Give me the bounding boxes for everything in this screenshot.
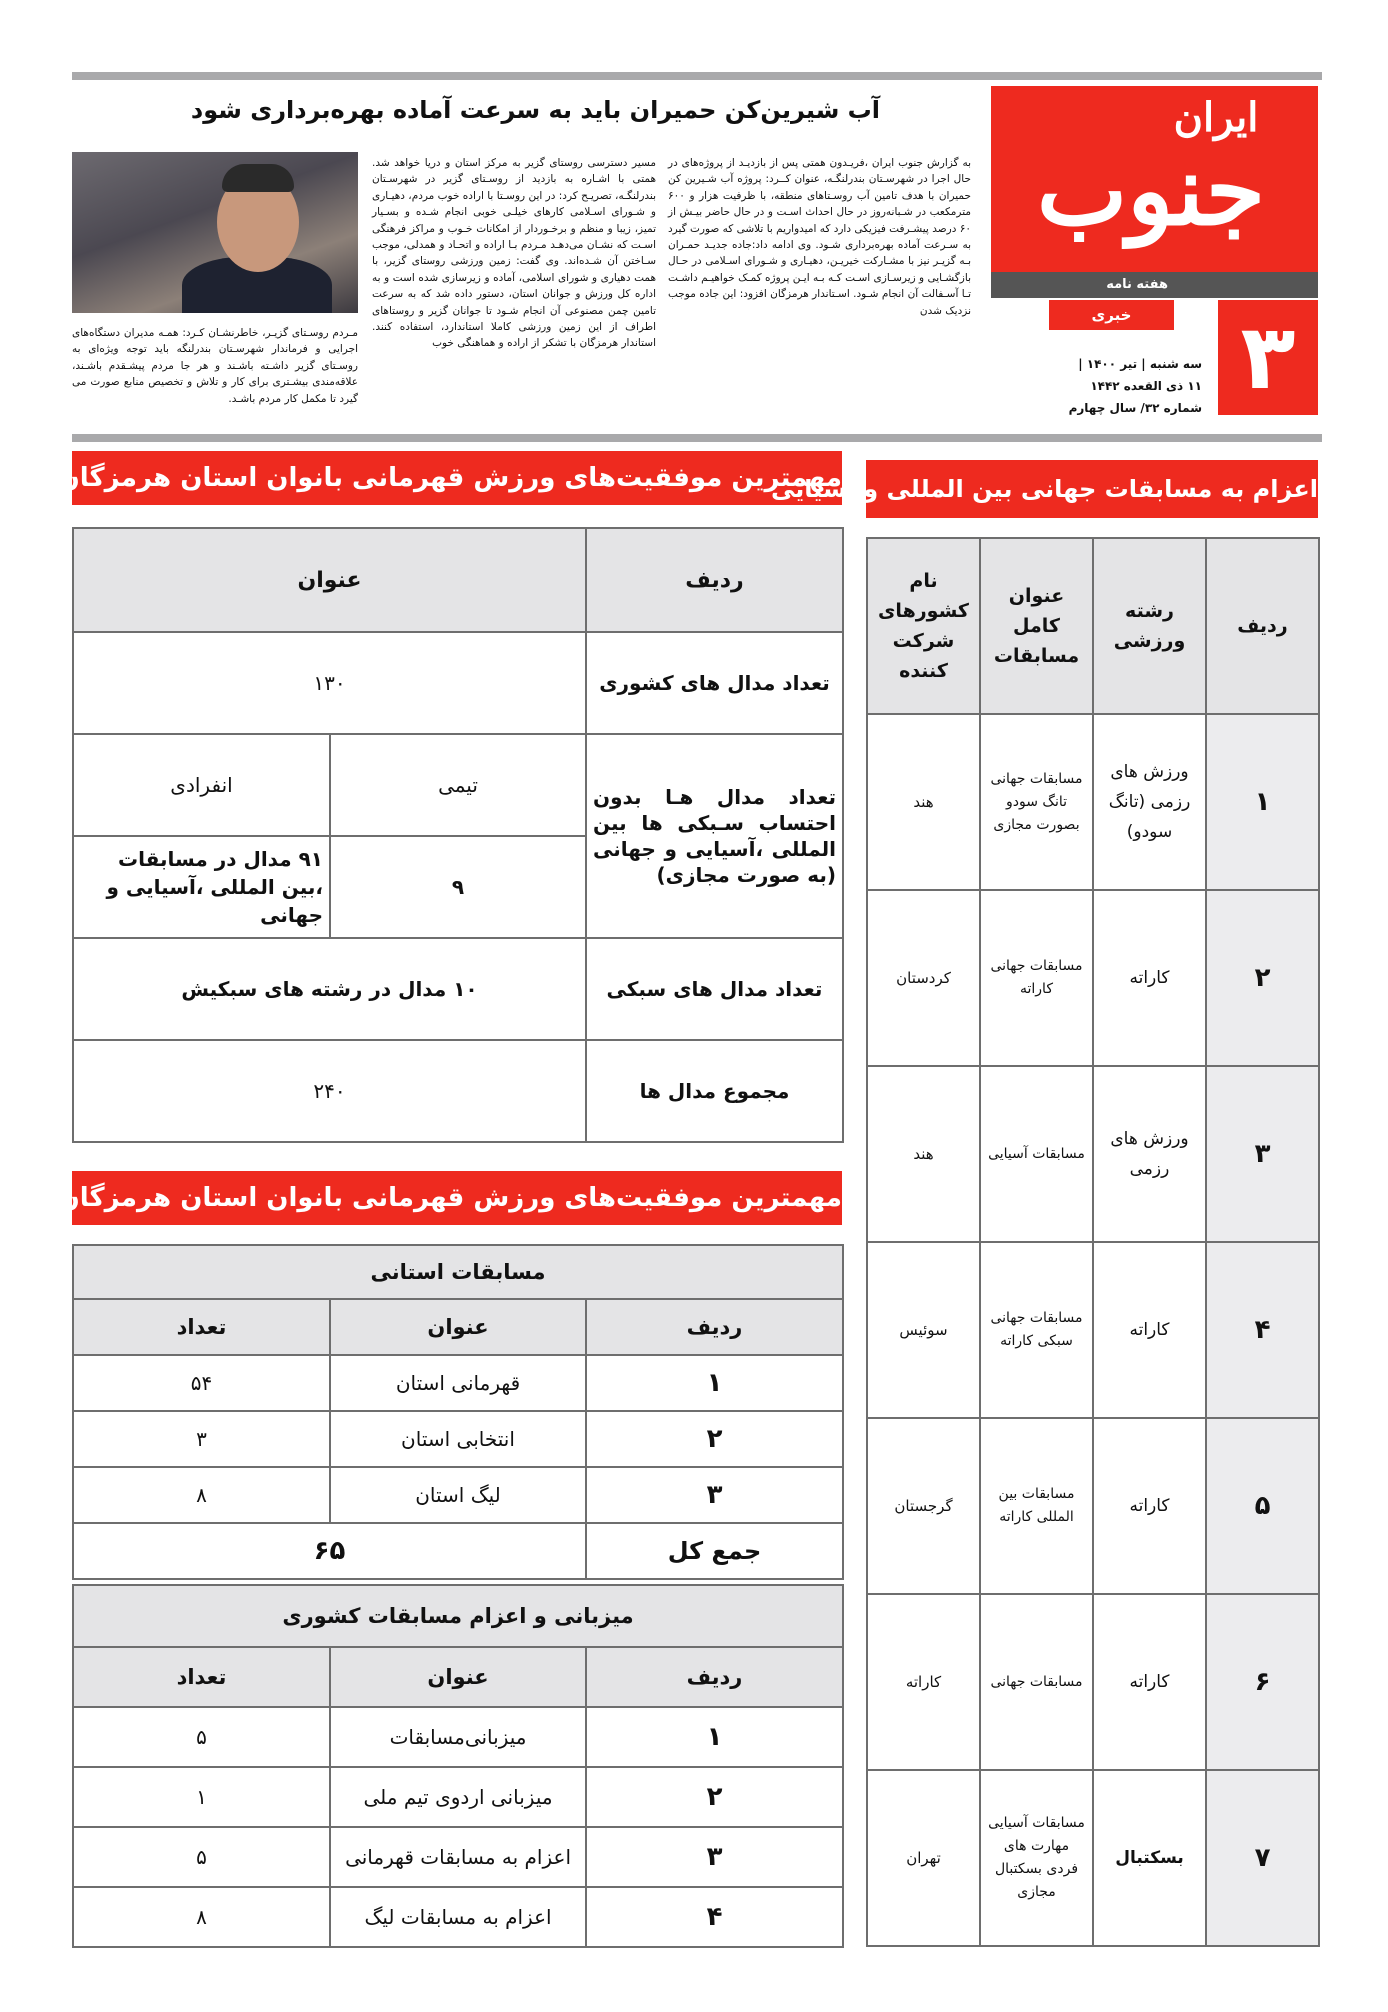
table1-r2-label: تعداد مدال هـا بدون احتساب سـبکی ها بین المللی ،آسیایی و جهانی (به صورت مجازی): [586, 734, 843, 938]
table3-row-4-count: ۸: [73, 1887, 330, 1947]
table1-r2-team-value: ۹: [330, 836, 586, 938]
table4-row-4-comp: مسابقات جهانی سبکی کاراته: [980, 1242, 1093, 1418]
masthead-weekly-bar: [991, 272, 1318, 298]
table1-r2-single-value: ۹۱ مدال در مسابقات ،بین المللی ،آسیایی و جهانی: [73, 836, 330, 938]
table3-row-1-count: ۵: [73, 1707, 330, 1767]
table4-row-3-comp: مسابقات آسیایی: [980, 1066, 1093, 1242]
table4-row-1-comp: مسابقات جهانی تانگ سودو بصورت مجازی: [980, 714, 1093, 890]
article-column-3-text: مـردم روسـتای گزیـر، خاطرنشـان کـرد: همـه مدیران دستگاه‌های اجرایی و فرماندار شهرسـتان بندرلنگه باید توجه ویژه‌ای به روسـتای گزیر داشـته باشـند و هر جا مردم پیشـقدم باشـند، علاقه‌مندی بیشـتری برای کار و تلاش و تخصیص منابع صورت می گیرد تا مکمل کار مردم باشـد.: [72, 327, 358, 405]
table4-row-6-country: کاراته: [867, 1594, 980, 1770]
article-headline: آب شیرین‌کن حمیران باید به سرعت آماده بهره‌برداری شود: [190, 96, 880, 124]
table3-row-4-n: ۴: [586, 1887, 843, 1947]
table4-row-5-sport: کاراته: [1093, 1418, 1206, 1594]
table3-row-3-count: ۵: [73, 1827, 330, 1887]
table3-header-title: عنوان: [330, 1647, 586, 1707]
table4-row-4-sport: کاراته: [1093, 1242, 1206, 1418]
table1-header-title: عنوان: [73, 528, 586, 632]
table2-row-2-n: ۲: [586, 1411, 843, 1467]
article-column-3: [72, 325, 358, 407]
table2-row-1-title: قهرمانی استان: [330, 1355, 586, 1411]
table4-row-7-country: تهران: [867, 1770, 980, 1946]
table4-row-3-n: ۳: [1206, 1066, 1319, 1242]
weekly-label: هفته نامه: [1106, 277, 1168, 292]
international-competitions-table: [866, 537, 1320, 1947]
article-photo: [72, 152, 358, 313]
table4-row-3-sport: ورزش های رزمی: [1093, 1066, 1206, 1242]
article-column-2: [372, 155, 656, 352]
table2-heading: مهمترین موفقیت‌های ورزش قهرمانی بانوان استان هرمزگان: [72, 1171, 842, 1225]
table1-r2-single-head: انفرادی: [73, 734, 330, 836]
table4-row-7-n: ۷: [1206, 1770, 1319, 1946]
table2-total-label: جمع کل: [586, 1523, 843, 1579]
table4-row-2-country: کردستان: [867, 890, 980, 1066]
issue-date-1: سه شنبه | تیر ۱۴۰۰ |: [1078, 357, 1202, 371]
table1-r4-value: ۲۴۰: [73, 1040, 586, 1142]
table3-header-count: تعداد: [73, 1647, 330, 1707]
table4-heading: اعزام به مسابقات جهانی بین المللی و آسیایی: [866, 460, 1318, 518]
table4-row-5-comp: مسابقات بین المللی کاراته: [980, 1418, 1093, 1594]
table1-header-row: ردیف: [586, 528, 843, 632]
table4-row-4-n: ۴: [1206, 1242, 1319, 1418]
table4-row-5-n: ۵: [1206, 1418, 1319, 1594]
table1-r1-value: ۱۳۰: [73, 632, 586, 734]
table3-row-3-n: ۳: [586, 1827, 843, 1887]
table1-r3-value: ۱۰ مدال در رشته های سبکیش: [73, 938, 586, 1040]
table4-row-1-sport: ورزش های رزمی (تانگ سودو): [1093, 714, 1206, 890]
table1-r3-label: تعداد مدال های سبکی: [586, 938, 843, 1040]
table2-header-row: ردیف: [586, 1299, 843, 1355]
table1-heading: مهمترین موفقیت‌های ورزش قهرمانی بانوان استان هرمزگان: [72, 451, 842, 505]
table2-header-title: عنوان: [330, 1299, 586, 1355]
table3-row-4-title: اعزام به مسابقات لیگ: [330, 1887, 586, 1947]
table4-header-country: نام کشورهای شرکت کننده: [867, 538, 980, 714]
page-number: ۳: [1218, 300, 1318, 415]
issue-date-3: شماره ۳۲/ سال چهارم: [1068, 401, 1202, 415]
provincial-competitions-table: [72, 1244, 844, 1580]
table4-row-2-n: ۲: [1206, 890, 1319, 1066]
table2-row-3-title: لیگ استان: [330, 1467, 586, 1523]
top-rule: [72, 72, 1322, 80]
table4-header-comp: عنوان کامل مسابقات: [980, 538, 1093, 714]
table4-row-1-n: ۱: [1206, 714, 1319, 890]
table3-row-1-title: میزبانی‌مسابقات: [330, 1707, 586, 1767]
issue-date-2: ۱۱ ذی القعده ۱۴۴۲: [1090, 379, 1202, 393]
table2-row-2-title: انتخابی استان: [330, 1411, 586, 1467]
table4-row-2-comp: مسابقات جهانی کاراته: [980, 890, 1093, 1066]
table1-r1-label: تعداد مدال های کشوری: [586, 632, 843, 734]
achievements-table: [72, 527, 844, 1143]
table2-row-1-n: ۱: [586, 1355, 843, 1411]
table2-row-3-count: ۸: [73, 1467, 330, 1523]
table4-header-sport: رشته ورزشی: [1093, 538, 1206, 714]
article-column-1-text: به گزارش جنوب ایران ،فریـدون همتی پس از بازدیـد از پروژه‌های در حال اجرا در شهرسـتان بندرلنگـه، عنوان کــرد: پروژه آب شـیرین کن حمیران با هدف تامین آب روسـتاهای منطقه، با ظرفیت هزار و ۶۰۰ مترمکعب در شـبانه‌روز در حال احداث اسـت و در حال حاضر بیـش از ۶۰ درصد پیشـرفت فیزیکی دارد که امیدواریم با تلاشی که صورت گیرد به سـرعت آماده بهره‌برداری شـود. وی ادامه داد:جاده جدیـد حمـران بـه گزیـر نیز با مشـارکت خیریـن، دهیـاری و شـورای اسـلامی در حـال بازگشـایی و زیرسـازی اسـت کـه بـه ایـن پروژه کمـک خواهیـم داشـت تـا آسـفالت آن انجام شـود. اسـتاندار هرمزگان افزود: این جاده موجب نزدیک شدن: [668, 157, 971, 317]
national-hosting-table: [72, 1584, 844, 1948]
article-column-2-text: مسیر دسترسی روستای گزیر به مرکز استان و دریا خواهد شد. همتی با اشـاره به بازدید از روسـتای گزیر در شهرسـتان بندرلنگـه، تصریـح کرد: در این روسـتا با اراده خوب مردم، دهیـاری و شـورای اسـلامی کارهای خیلـی خوبی انجام شـده و بسـیار تمیز، زیبا و منظم و برخـوردار از امکانات خـوب و مراکز فرهنگی اسـت که نشـان می‌دهـد مـردم بـا اراده و اتحـاد و همدلی، موجب سـاختن آن شـده‌اند. وی گفت: زمین ورزشی روستای گزیر، با همت دهیاری و شورای اسلامی، آماده و زیرسازی شده است و به اداره کل ورزش و جوانان استان، دستور داده شد که به سرعت تامین چمن مصنوعی آن انجام شـود تا جوانان گزیر و روستاهای اطراف از این زمین ورزشی کاملا استاندارد، استفاده کنند. استاندار هرمزگان با تشکر از اراده و هماهنگی خوب: [372, 157, 656, 350]
table1-r4-label: مجموع مدال ها: [586, 1040, 843, 1142]
masthead-logo-block: [991, 86, 1318, 272]
table4-row-2-sport: کاراته: [1093, 890, 1206, 1066]
table4-row-7-sport: بسکتبال: [1093, 1770, 1206, 1946]
masthead-logo: جنوب: [1036, 134, 1266, 247]
table4-row-6-comp: مسابقات جهانی: [980, 1594, 1093, 1770]
table3-row-2-n: ۲: [586, 1767, 843, 1827]
table4-row-1-country: هند: [867, 714, 980, 890]
table4-row-4-country: سوئیس: [867, 1242, 980, 1418]
table2-row-2-count: ۳: [73, 1411, 330, 1467]
table2-row-3-n: ۳: [586, 1467, 843, 1523]
table4-row-6-sport: کاراته: [1093, 1594, 1206, 1770]
table4-row-6-n: ۶: [1206, 1594, 1319, 1770]
table2-row-1-count: ۵۴: [73, 1355, 330, 1411]
article-column-1: [668, 155, 971, 319]
table4-header-row: ردیف: [1206, 538, 1319, 714]
table2-total-value: ۶۵: [73, 1523, 586, 1579]
section-label: خبری: [1049, 300, 1174, 330]
table3-caption: میزبانی و اعزام مسابقات کشوری: [73, 1585, 843, 1647]
table3-row-2-title: میزبانی اردوی تیم ملی: [330, 1767, 586, 1827]
table4-row-7-comp: مسابقات آسیایی مهارت های فردی بسکتبال مجازی: [980, 1770, 1093, 1946]
table2-caption: مسابقات استانی: [73, 1245, 843, 1299]
table4-row-3-country: هند: [867, 1066, 980, 1242]
table3-row-3-title: اعزام به مسابقات قهرمانی: [330, 1827, 586, 1887]
table3-row-2-count: ۱: [73, 1767, 330, 1827]
section-rule: [72, 434, 1322, 442]
table4-row-5-country: گرجستان: [867, 1418, 980, 1594]
table3-header-row: ردیف: [586, 1647, 843, 1707]
masthead-logo-sub: ایران: [1173, 94, 1259, 141]
table1-r2-team-head: تیمی: [330, 734, 586, 836]
table2-header-count: تعداد: [73, 1299, 330, 1355]
table3-row-1-n: ۱: [586, 1707, 843, 1767]
